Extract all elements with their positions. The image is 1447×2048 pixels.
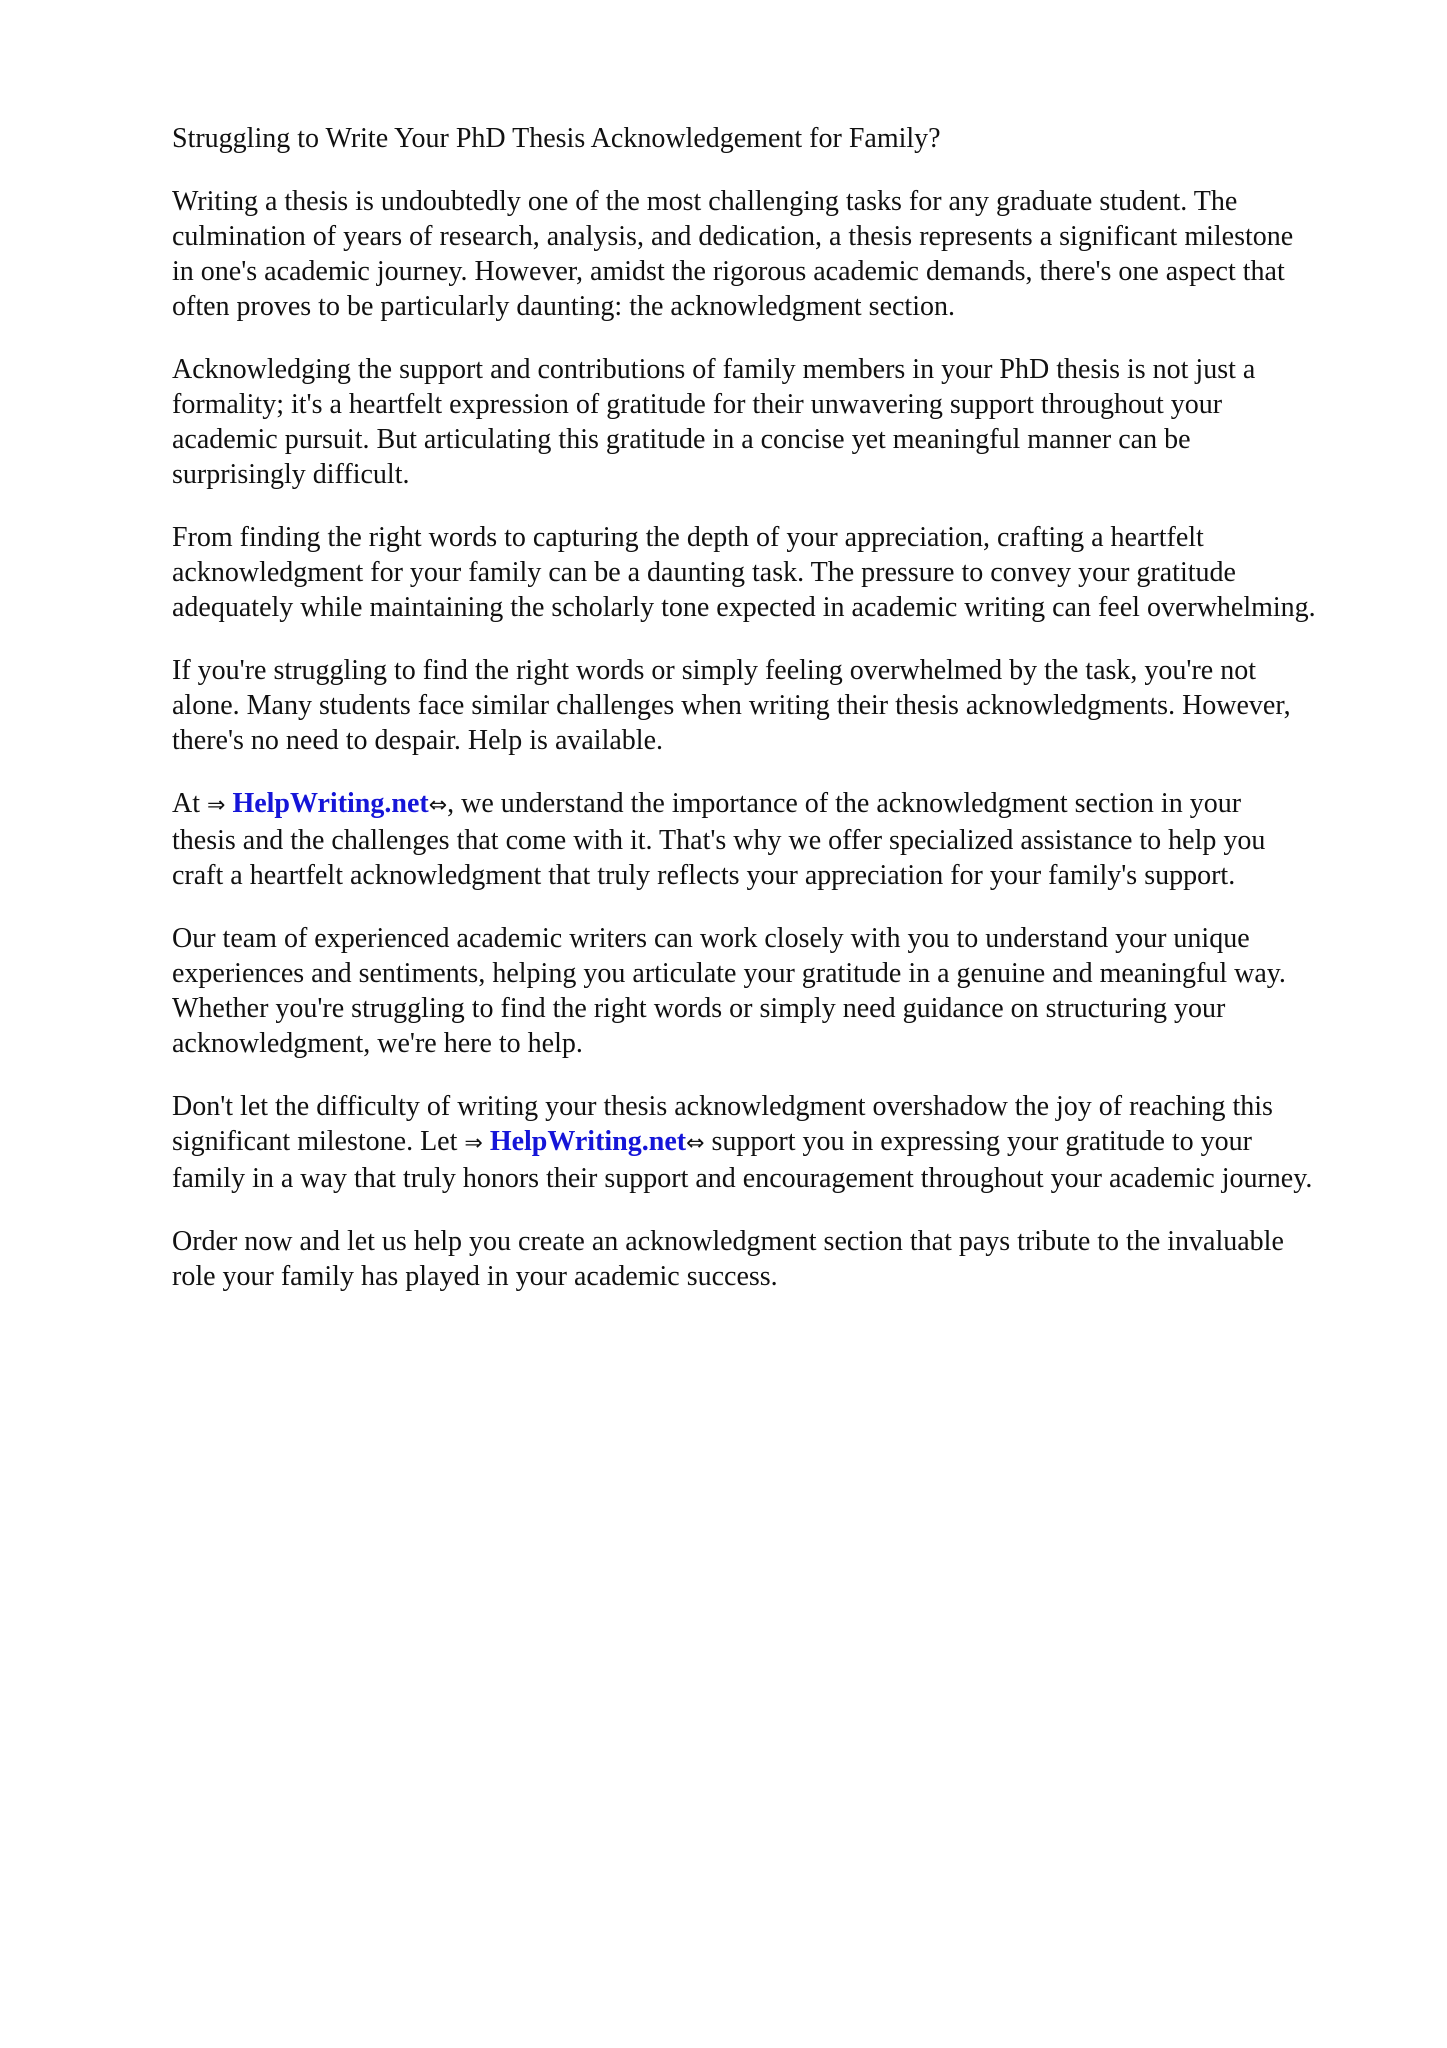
text-line: often proves to be particularly daunting: the acknowledgment section.: [172, 291, 955, 322]
text-line: thesis and the challenges that come with it. That's why we offer specialized assistance to help you: [172, 825, 1266, 856]
document-title: Struggling to Write Your PhD Thesis Acknowledgement for Family?: [172, 123, 941, 154]
text-line: Don't let the difficulty of writing your thesis acknowledgment overshadow the joy of reaching this: [172, 1091, 1273, 1122]
text-line: formality; it's a heartfelt expression of gratitude for their unwavering support throughout your: [172, 389, 1223, 420]
text-segment: significant milestone. Let: [172, 1126, 465, 1157]
helpwriting-link[interactable]: HelpWriting.net: [489, 1126, 687, 1157]
text-line: culmination of years of research, analysis, and dedication, a thesis represents a significant milestone: [172, 221, 1294, 252]
text-line: surprisingly difficult.: [172, 459, 410, 490]
text-line: in one's academic journey. However, amidst the rigorous academic demands, there's one aspect that: [172, 256, 1285, 287]
text-segment: support you in expressing your gratitude to your: [704, 1126, 1252, 1157]
text-segment: At: [172, 788, 207, 819]
paragraph: [172, 1224, 1372, 1294]
text-line: Acknowledging the support and contributions of family members in your PhD thesis is not just a: [172, 354, 1256, 385]
paragraph: [172, 921, 1372, 1061]
helpwriting-link[interactable]: HelpWriting.net: [232, 788, 429, 819]
document-body: [172, 121, 1372, 1322]
paragraph: [172, 1089, 1372, 1196]
text-line: acknowledgment for your family can be a daunting task. The pressure to convey your gratitude: [172, 557, 1236, 588]
text-line: From finding the right words to capturing the depth of your appreciation, crafting a heartfelt: [172, 522, 1204, 553]
text-line: Our team of experienced academic writers can work closely with you to understand your unique: [172, 923, 1250, 954]
text-line: adequately while maintaining the scholarly tone expected in academic writing can feel overwhelming.: [172, 592, 1316, 623]
paragraph: [172, 352, 1372, 492]
paragraph: [172, 653, 1372, 758]
text-line: academic pursuit. But articulating this gratitude in a concise yet meaningful manner can be: [172, 424, 1191, 455]
left-right-double-arrow-icon: ⇔: [428, 793, 448, 818]
text-line: [172, 786, 1372, 823]
text-line: there's no need to despair. Help is available.: [172, 725, 663, 756]
text-line: [172, 1124, 1372, 1161]
paragraph: [172, 184, 1372, 324]
text-line: acknowledgment, we're here to help.: [172, 1028, 583, 1059]
text-line: alone. Many students face similar challenges when writing their thesis acknowledgments. However,: [172, 690, 1291, 721]
text-line: Whether you're struggling to find the right words or simply need guidance on structuring your: [172, 993, 1226, 1024]
paragraph: [172, 786, 1372, 893]
text-line: Order now and let us help you create an acknowledgment section that pays tribute to the invaluable: [172, 1226, 1284, 1257]
right-double-arrow-icon: ⇒: [464, 1131, 483, 1156]
text-segment: , we understand the importance of the acknowledgment section in your: [447, 788, 1242, 819]
left-right-double-arrow-icon: ⇔: [686, 1131, 705, 1156]
text-line: If you're struggling to find the right words or simply feeling overwhelmed by the task, you're not: [172, 655, 1256, 686]
right-double-arrow-icon: ⇒: [207, 793, 226, 818]
text-line: role your family has played in your academic success.: [172, 1261, 778, 1292]
text-line: Writing a thesis is undoubtedly one of the most challenging tasks for any graduate student. The: [172, 186, 1238, 217]
text-line: experiences and sentiments, helping you articulate your gratitude in a genuine and meaningful way.: [172, 958, 1286, 989]
text-line: craft a heartfelt acknowledgment that truly reflects your appreciation for your family's support.: [172, 860, 1236, 891]
text-line: family in a way that truly honors their support and encouragement throughout your academic journey.: [172, 1163, 1313, 1194]
paragraph: [172, 520, 1372, 625]
